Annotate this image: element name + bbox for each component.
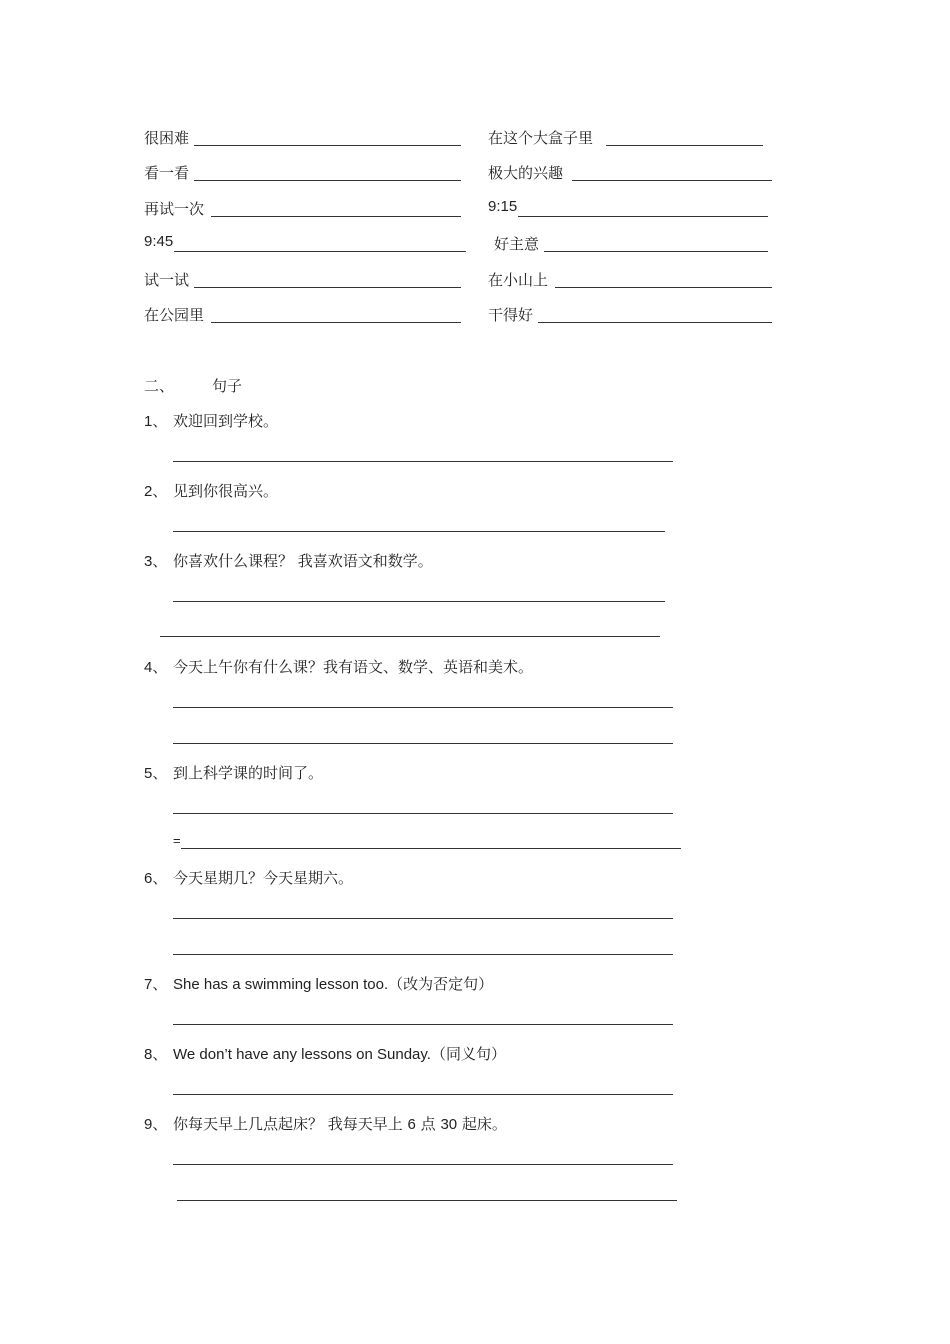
sentence-number: 2、 <box>144 483 168 500</box>
phrase-left-2: 看一看 <box>144 164 190 182</box>
answer-line[interactable] <box>173 954 673 955</box>
section-title: 句子 <box>212 377 243 395</box>
answer-line[interactable] <box>538 322 772 323</box>
sentence-part: 点 <box>415 1115 441 1133</box>
sentence-number: 9、 <box>144 1116 168 1133</box>
answer-line[interactable] <box>173 1164 673 1165</box>
answer-line[interactable] <box>181 848 681 849</box>
answer-line[interactable] <box>160 636 660 637</box>
answer-line[interactable] <box>174 251 466 252</box>
answer-line[interactable] <box>194 287 461 288</box>
sentence-text: 今天星期几？今天星期六。 <box>173 869 354 887</box>
sentence-text: 你喜欢什么课程？ 我喜欢语文和数学。 <box>173 552 433 570</box>
section-number: 二、 <box>144 377 175 395</box>
answer-line[interactable] <box>173 461 673 462</box>
answer-line[interactable] <box>518 216 768 217</box>
answer-line[interactable] <box>173 918 673 919</box>
sentence-text <box>173 973 493 994</box>
phrase-left-4: 9:45 <box>144 233 174 250</box>
sentence-number: 7、 <box>144 976 168 993</box>
sentence-number: 3、 <box>144 553 168 570</box>
phrase-left-3: 再试一次 <box>144 200 205 218</box>
answer-line[interactable] <box>194 180 461 181</box>
sentence-number: 8、 <box>144 1046 168 1063</box>
sentence-part: 你每天早上几点起床？ 我每天早上 <box>173 1115 408 1133</box>
answer-line[interactable] <box>173 531 665 532</box>
sentence-number: 4、 <box>144 659 168 676</box>
sentence-text <box>173 1043 506 1064</box>
sentence-number-hour: 6 <box>407 1116 416 1133</box>
sentence-number: 1、 <box>144 413 168 430</box>
answer-line[interactable] <box>177 1200 677 1201</box>
answer-line[interactable] <box>555 287 772 288</box>
sentence-instruction: （改为否定句） <box>388 975 494 993</box>
phrase-right-4: 好主意 <box>494 235 540 253</box>
phrase-right-2: 极大的兴趣 <box>488 164 564 182</box>
phrase-right-3: 9:15 <box>488 198 518 215</box>
answer-line[interactable] <box>194 145 461 146</box>
sentence-instruction: （同义句） <box>430 1045 506 1063</box>
sentence-number: 6、 <box>144 870 168 887</box>
sentence-number-minute: 30 <box>440 1116 458 1133</box>
sentence-text: 欢迎回到学校。 <box>173 412 279 430</box>
answer-line[interactable] <box>173 813 673 814</box>
sentence-text <box>173 1113 507 1134</box>
answer-line[interactable] <box>211 322 461 323</box>
sentence-english: We don’t have any lessons on Sunday. <box>173 1046 431 1063</box>
answer-line[interactable] <box>173 601 665 602</box>
answer-line[interactable] <box>173 1024 673 1025</box>
stray-equals-mark: = <box>173 833 181 848</box>
answer-line[interactable] <box>606 145 763 146</box>
phrase-right-6: 干得好 <box>488 306 534 324</box>
phrase-right-5: 在小山上 <box>488 271 549 289</box>
answer-line[interactable] <box>173 743 673 744</box>
phrase-left-6: 在公园里 <box>144 306 205 324</box>
sentence-text: 见到你很高兴。 <box>173 482 279 500</box>
sentence-part: 起床。 <box>457 1115 507 1133</box>
sentence-text: 到上科学课的时间了。 <box>173 764 324 782</box>
sentence-text: 今天上午你有什么课？我有语文、数学、英语和美术。 <box>173 658 534 676</box>
sentence-english: She has a swimming lesson too. <box>173 976 389 993</box>
answer-line[interactable] <box>173 1094 673 1095</box>
answer-line[interactable] <box>544 251 768 252</box>
answer-line[interactable] <box>211 216 461 217</box>
phrase-left-1: 很困难 <box>144 129 190 147</box>
sentence-number: 5、 <box>144 765 168 782</box>
phrase-left-5: 试一试 <box>144 271 190 289</box>
answer-line[interactable] <box>572 180 772 181</box>
answer-line[interactable] <box>173 707 673 708</box>
phrase-right-1: 在这个大盒子里 <box>488 129 594 147</box>
